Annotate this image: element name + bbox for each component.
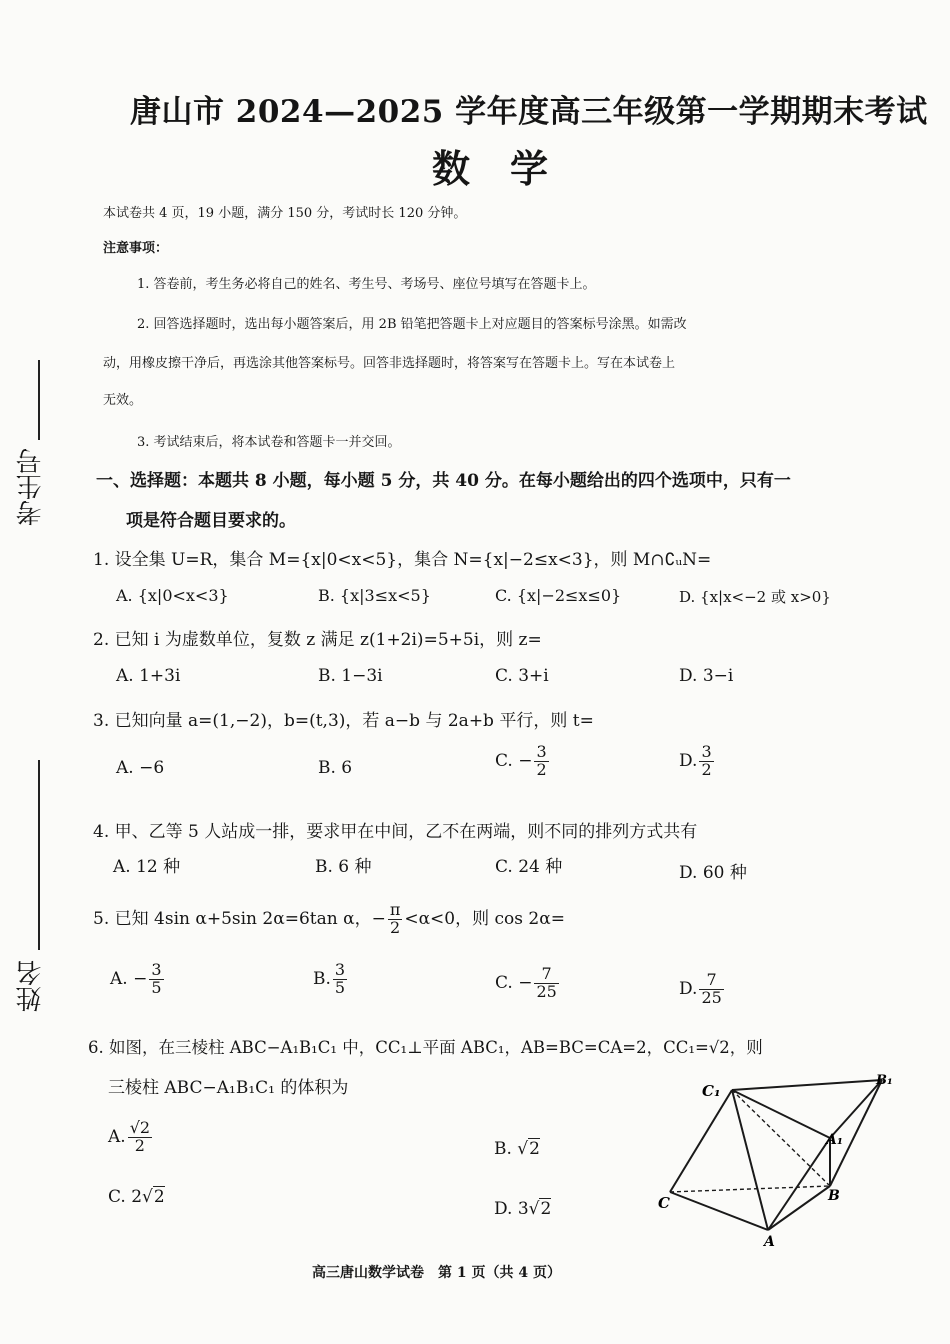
edge-a-a1: [768, 1138, 830, 1230]
section-1-line-2: 项是符合题目要求的。: [126, 511, 296, 531]
fraction-denominator: 2: [701, 759, 712, 779]
question-5-option-d: [679, 972, 726, 1007]
exam-number-label: 考生号: [16, 448, 46, 526]
question-5-option-a-fraction: [149, 962, 163, 997]
hidden-edge-c-b: [670, 1186, 830, 1192]
fraction-numerator: 3: [151, 960, 162, 979]
question-5-option-d-fraction: [699, 972, 723, 1007]
question-5-option-c-fraction: [534, 966, 558, 1001]
question-6-option-a-fraction: [128, 1120, 152, 1155]
question-5-option-b-prefix: B.: [313, 968, 331, 989]
fraction-numerator: 7: [699, 972, 723, 990]
question-6-option-b-radicand: 2: [529, 1139, 540, 1159]
question-1-option-c: C. {x|−2≤x≤0}: [495, 586, 622, 605]
question-6-option-a-prefix: A.: [108, 1126, 126, 1147]
question-5-stem-fraction: [388, 902, 403, 937]
page-footer: 高三唐山数学试卷 第 1 页（共 4 页）: [312, 1265, 561, 1281]
name-line: [38, 760, 40, 950]
section-1-line-1: 一、选择题：本题共 8 小题，每小题 5 分，共 40 分。在每小题给出的四个选项中，只有一: [96, 471, 791, 491]
exam-title: 唐山市 2024—2025 学年度高三年级第一学期期末考试: [130, 94, 928, 130]
edge-c1-a: [732, 1090, 768, 1230]
edge-c1-a1: [732, 1090, 830, 1138]
question-5-option-a: [110, 962, 166, 997]
question-2-option-c: C. 3+i: [495, 666, 549, 686]
question-1-option-d: D. {x|x<−2 或 x>0}: [679, 588, 831, 606]
question-2-stem: 2. 已知 i 为虚数单位，复数 z 满足 z(1+2i)=5+5i，则 z=: [93, 630, 542, 650]
question-4-option-d: D. 60 种: [679, 863, 747, 883]
question-5-option-c: [495, 966, 561, 1001]
question-3-option-c-fraction: [534, 744, 548, 779]
question-6-option-c-radicand: 2: [153, 1187, 165, 1207]
label-c1: C₁: [702, 1082, 721, 1100]
question-6-stem-line-2: 三棱柱 ABC−A₁B₁C₁ 的体积为: [108, 1078, 349, 1098]
question-6-option-d-radicand: 2: [540, 1199, 552, 1219]
fraction-denominator: 2: [536, 759, 547, 779]
note-item-1: 1. 答卷前，考生务必将自己的姓名、考生号、考场号、座位号填写在答题卡上。: [137, 277, 596, 292]
question-6-option-c-prefix: C. 2√: [108, 1187, 153, 1207]
question-3-option-c-prefix: C. −: [495, 750, 533, 771]
question-6-option-c: [108, 1186, 165, 1207]
question-2-option-d: D. 3−i: [679, 666, 734, 686]
exam-number-line: [38, 360, 40, 440]
question-4-option-b: B. 6 种: [315, 857, 372, 877]
intro-text: 本试卷共 4 页，19 小题，满分 150 分，考试时长 120 分钟。: [103, 206, 467, 221]
notes-heading: 注意事项：: [103, 241, 169, 256]
edge-a-b: [768, 1186, 830, 1230]
fraction-numerator: π: [389, 900, 401, 919]
fraction-numerator: 7: [534, 966, 558, 984]
question-5-option-c-prefix: C. −: [495, 972, 533, 993]
note-item-2-line-3: 无效。: [103, 393, 143, 408]
question-5-stem-after: <α<0，则 cos 2α=: [404, 908, 565, 929]
question-1-stem: 1. 设全集 U=R，集合 M={x|0<x<5}，集合 N={x|−2≤x<3}，则 M∩∁ᵤN=: [93, 550, 712, 570]
question-3-option-b: B. 6: [318, 758, 353, 778]
label-c: C: [658, 1194, 670, 1212]
question-5-stem-before: 5. 已知 4sin α+5sin 2α=6tan α，−: [93, 908, 386, 929]
label-a1: A₁: [826, 1132, 843, 1148]
fraction-denominator: 5: [334, 977, 346, 997]
hidden-edge-c1-b: [732, 1090, 830, 1186]
edge-c1-b1: [732, 1080, 882, 1090]
question-5-stem: [93, 902, 565, 937]
subject-title: 数学: [432, 146, 589, 191]
edge-c-a: [670, 1192, 768, 1230]
fraction-numerator: 3: [334, 960, 346, 979]
edge-c1-c: [670, 1090, 732, 1192]
question-5-option-b-fraction: [333, 962, 347, 997]
question-3-option-d: [679, 744, 716, 779]
question-3-option-a: A. −6: [116, 758, 165, 778]
question-6-option-b: [494, 1138, 540, 1159]
question-4-stem: 4. 甲、乙等 5 人站成一排，要求甲在中间，乙不在两端，则不同的排列方式共有: [93, 822, 698, 842]
label-a: A: [764, 1234, 775, 1250]
question-2-option-b: B. 1−3i: [318, 666, 383, 686]
question-3-option-c: [495, 744, 551, 779]
question-3-option-d-prefix: D.: [679, 750, 698, 771]
question-6-stem-line-1: 6. 如图，在三棱柱 ABC−A₁B₁C₁ 中，CC₁⊥平面 ABC₁，AB=BC=CA=2，CC₁=√2，则: [88, 1038, 763, 1057]
question-1-option-b: B. {x|3≤x<5}: [318, 586, 431, 605]
question-2-option-a: A. 1+3i: [116, 666, 181, 686]
name-label: 姓名: [16, 960, 46, 1012]
prism-figure: [650, 1070, 893, 1250]
question-6-option-d: [494, 1198, 551, 1219]
fraction-denominator: 25: [701, 987, 722, 1007]
note-item-2-line-1: 2. 回答选择题时，选出每小题答案后，用 2B 铅笔把答题卡上对应题目的答案标号涂黑。如需改: [137, 317, 687, 332]
fraction-denominator: 5: [151, 977, 162, 997]
fraction-numerator: √2: [129, 1118, 151, 1137]
question-5-option-b: [313, 962, 349, 997]
question-3-option-d-fraction: [699, 744, 713, 779]
note-item-3: 3. 考试结束后，将本试卷和答题卡一并交回。: [137, 435, 401, 450]
question-4-option-a: A. 12 种: [113, 857, 181, 877]
question-6-option-b-prefix: B. √: [494, 1139, 529, 1159]
question-3-stem: 3. 已知向量 a=(1,−2)，b=(t,3)，若 a−b 与 2a+b 平行，则 t=: [93, 711, 594, 731]
question-6-option-d-prefix: D. 3√: [494, 1199, 540, 1219]
fraction-denominator: 25: [536, 981, 557, 1001]
question-6-option-a: [108, 1120, 154, 1155]
question-4-option-c: C. 24 种: [495, 857, 563, 877]
question-1-option-a: A. {x|0<x<3}: [116, 586, 229, 605]
label-b: B: [828, 1188, 840, 1204]
fraction-numerator: 3: [536, 742, 547, 761]
question-5-option-a-prefix: A. −: [110, 968, 148, 989]
note-item-2-line-2: 动，用橡皮擦干净后，再选涂其他答案标号。回答非选择题时，将答案写在答题卡上。写在本试卷上: [103, 356, 676, 371]
label-b1: B₁: [876, 1073, 893, 1088]
question-5-option-d-prefix: D.: [679, 978, 698, 999]
fraction-denominator: 2: [389, 917, 401, 937]
edge-a1-b1: [830, 1080, 882, 1138]
fraction-numerator: 3: [701, 742, 712, 761]
fraction-denominator: 2: [134, 1135, 145, 1155]
